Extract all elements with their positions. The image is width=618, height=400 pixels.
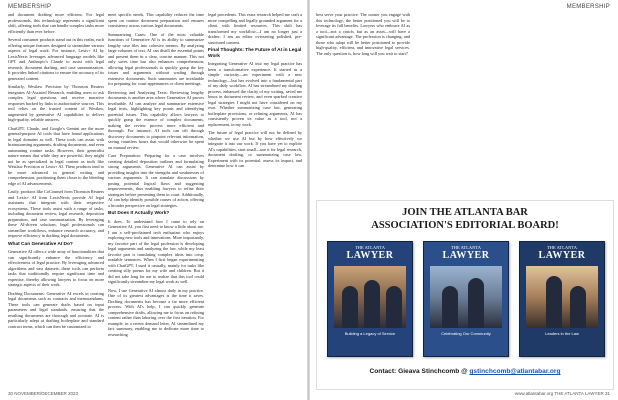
ad-title-line-1: JOIN THE ATLANTA BAR	[402, 207, 528, 218]
editorial-board-ad[interactable]	[316, 200, 614, 390]
masthead-small: THE ATLANTA	[450, 245, 481, 250]
article-paragraph: It does. To understand how I came to rely on Generative AI, you first need to know a little about me. I am a self-proclaimed tech enthusiast who enjoys exploring new tools and innovations. More importantly, my favorite part of the legal profession is developing legal arguments and analyzing the law, while my least favorite part is translating complex ideas into crisp, readable sentences. When I first began experimenting with ChatGPT, I used it casually, mainly for tasks like creating silly poems for my wife and children. But it did not take long for me to realize that this tool could significantly streamline my legal work as well.	[108, 218, 204, 284]
person-figure	[546, 276, 562, 328]
cover-masthead	[424, 245, 508, 261]
page-footer: 30 NOVEMBER/DECEMBER 2023	[8, 391, 79, 396]
magazine-cover	[519, 241, 605, 357]
right-page	[310, 0, 618, 400]
masthead-big: LAWYER	[346, 250, 394, 261]
masthead-small: THE ATLANTA	[546, 245, 577, 250]
article-subheading: Final Thoughts: The Future of AI in Legal Work	[208, 48, 302, 59]
article-paragraph: Lastly, products like CoCounsel from Thomson Reuters and Lexis+ AI from LexisNexis provide AI legal assistants that integrate with their respective ecosystems. These tools assist with a range of tasks, including document review, legal research, deposition preparation, and case summarization. By leveraging these AI-driven solutions, legal professionals can streamline workflows, enhance research accuracy, and improve efficiency in drafting legal documents.	[8, 189, 104, 238]
article-paragraph: Integrating Generative AI into my legal practice has been a transformative experience. It started as a simple curiosity—an experiment with a new technology—but has evolved into a fundamental part of my daily workflow. AI has streamlined my drafting process, enhanced the clarity of my writing, saved me hours in document review, and even sparked creative legal strategies I might not have considered on my own. Whether summarizing case law, generating boilerplate provisions, or refining arguments, AI has consistently proven its value as a tool, not a replacement, in my work.	[208, 61, 302, 127]
article-paragraph: legal precedents. This extra research helped me craft a more compelling and legally grounded argument for a client with limited resources. This shift has transformed my workflow—I am no longer just a drafter; I am an editor overseeing polished, pre-structured content.	[208, 12, 302, 45]
article-column-3	[208, 12, 302, 386]
article-paragraph: and document drafting more efficient. For legal professionals, this technology represents a significant shift, offering tools that can handle complex tasks more efficiently than ever before.	[8, 12, 104, 34]
article-paragraph: meet specific needs. This capability reduces the time spent on routine document preparation and ensures consistency across various legal documents.	[108, 12, 204, 28]
cover-photo	[430, 266, 502, 328]
masthead-big: LAWYER	[538, 250, 586, 261]
person-figure	[386, 286, 402, 328]
contact-label: Contact:	[369, 368, 397, 375]
article-subheading: But Does It Actually Work?	[108, 211, 170, 216]
article-paragraph: Similarly, Westlaw Precision by Thomson Reuters integrates AI-Assisted Research, enabling users to ask complex legal questions and receive narrative responses backed by links to authoritative sources. This tool relies on the trusted content of Westlaw, augmented by generative AI capabilities to deliver high-quality, reliable answers.	[8, 84, 104, 122]
section-label: MEMBERSHIP	[566, 4, 610, 10]
article-column-2	[108, 12, 204, 386]
article-paragraph: The future of legal practice will not be defined by whether we use AI but by how effectively we integrate it into our work. If you have yet to explore AI's capabilities, start small—use it for legal research, document drafting, or summarizing case law. Experiment with its potential, assess its impact, and determine how it can	[208, 130, 302, 168]
cover-caption: Celebrating Our Community	[441, 331, 491, 336]
cover-photo	[526, 266, 598, 328]
section-label: MEMBERSHIP	[8, 4, 52, 10]
cover-caption: Leaders in the Law	[545, 331, 579, 336]
article-column-4	[316, 12, 410, 200]
article-paragraph: Summarizing Cases: One of the most valuable functions of Generative AI is its ability to summarize lengthy case files into cohesive memos. By analyzing large volumes of text, AI can distill the essential points and present them in a clear, concise manner. This not only saves time but also enhances comprehension, allowing legal professionals to quickly grasp the key issues and arguments without wading through extensive documents. Such summaries are invaluable for preparing for court appearances or client meetings.	[108, 31, 204, 86]
masthead-big: LAWYER	[442, 250, 490, 261]
cover-photo	[334, 266, 406, 328]
article-paragraph: Drafting Documents: Generative AI excels in creating legal documents such as contracts and memorandums. These tools can generate drafts based on input parameters and legal standards, ensuring that the resulting documents are thorough and accurate. AI is particularly adept at drafting boilerplate and standard contract terms, which can then be customized to	[8, 290, 104, 329]
article-paragraph: best serve your practice. The sooner you engage with this technology, the better positioned you will be to leverage its full benefits. Lawyers who embrace AI as a tool—not a crutch, but as an asset—will have a significant advantage. The profession is changing, and those who adapt will be better positioned to provide high-quality, efficient, and innovative legal services. The only question is, how long will you wait to start?	[316, 12, 410, 56]
article-paragraph: Case Preparation: Preparing for a case involves creating detailed deposition outlines and formulating strong arguments. Generative AI can assist by providing insights into the strengths and weaknesses of various arguments. It can simulate discussions by posing potential logical flaws and suggesting improvements, thus enabling lawyers to refine their strategies before presenting them in court. Additionally, AI can help identify possible causes of action, offering a broader perspective on legal strategies.	[108, 153, 204, 208]
article-paragraph: ChatGPT, Claude, and Google's Gemini are the more general-purpose AI tools that have found applications in legal domains as well. These tools can assist with brainstorming arguments, drafting documents, and even automating routine tasks. However, their generalist nature means that while they are powerful, they might not be as specialized in legal content as tools like Westlaw Precision or Lexis+ AI. These products tend to be more advanced in general writing and comprehension, positioning them closer to the bleeding edge of AI advancements.	[8, 125, 104, 186]
article-paragraph: Now, I use Generative AI almost daily in my practice. One of its greatest advantages is the time it saves. Drafting documents has become a far more efficient process. With AI's help, I can quickly generate comprehensive drafts, allowing me to focus on refining content rather than laboring over the first iteration. For example, in a recent demand letter, AI streamlined my fact summary, enabling me to dedicate more time to researching	[108, 287, 204, 337]
person-figure	[468, 278, 484, 328]
article-paragraph: Reviewing and Analyzing Texts: Reviewing lengthy documents is another area where Generative AI proves invaluable. AI can analyze and summarize extensive legal texts, highlighting key points and identifying potential issues. This capability allows lawyers to quickly grasp the essence of complex documents, making the review process more efficient and thorough. For instance, AI tools can sift through discovery documents to pinpoint relevant information, saving countless hours that would otherwise be spent on manual review.	[108, 89, 204, 150]
contact-email-link[interactable]: gstinchcomb@atlantabar.org	[469, 368, 561, 375]
masthead-small: THE ATLANTA	[354, 245, 385, 250]
left-page	[0, 0, 308, 400]
article-paragraph: Several consumer products stand out in this realm, each offering unique features designed to streamline various aspects of legal work. For instance, Lexis+ AI by LexisNexis leverages advanced language models like GPT and Anthropic's Claude to assist with legal research, document drafting, and case summarization. It provides linked citations to ensure the accuracy of its generated content.	[8, 37, 104, 81]
cover-caption: Building a Legacy of Service	[344, 331, 396, 336]
cover-masthead	[328, 245, 412, 261]
article-column-1	[8, 12, 104, 386]
person-figure	[570, 286, 586, 328]
ad-contact	[317, 365, 613, 379]
article-subheading: What Can Generative AI Do?	[8, 241, 73, 247]
ad-title	[317, 207, 613, 232]
person-figure	[442, 286, 458, 328]
contact-name: Gieava Stinchcomb @	[398, 368, 468, 375]
person-figure	[342, 286, 358, 328]
ad-title-line-2: ASSOCIATION'S EDITORIAL BOARD!	[371, 219, 559, 231]
cover-masthead	[520, 245, 604, 261]
article-paragraph: Generative AI offers a wide array of functionalities that can significantly enhance the efficiency and effectiveness of legal practice. By leveraging advanced algorithms and vast datasets, these tools can perform tasks that traditionally require significant time and expertise, thereby allowing lawyers to focus on more strategic aspects of their work.	[8, 249, 104, 287]
person-figure	[364, 280, 380, 328]
magazine-cover	[327, 241, 413, 357]
magazine-cover	[423, 241, 509, 357]
magazine-covers	[327, 241, 603, 359]
page-footer: www.atlantabar.org THE ATLANTA LAWYER 31	[514, 391, 610, 396]
